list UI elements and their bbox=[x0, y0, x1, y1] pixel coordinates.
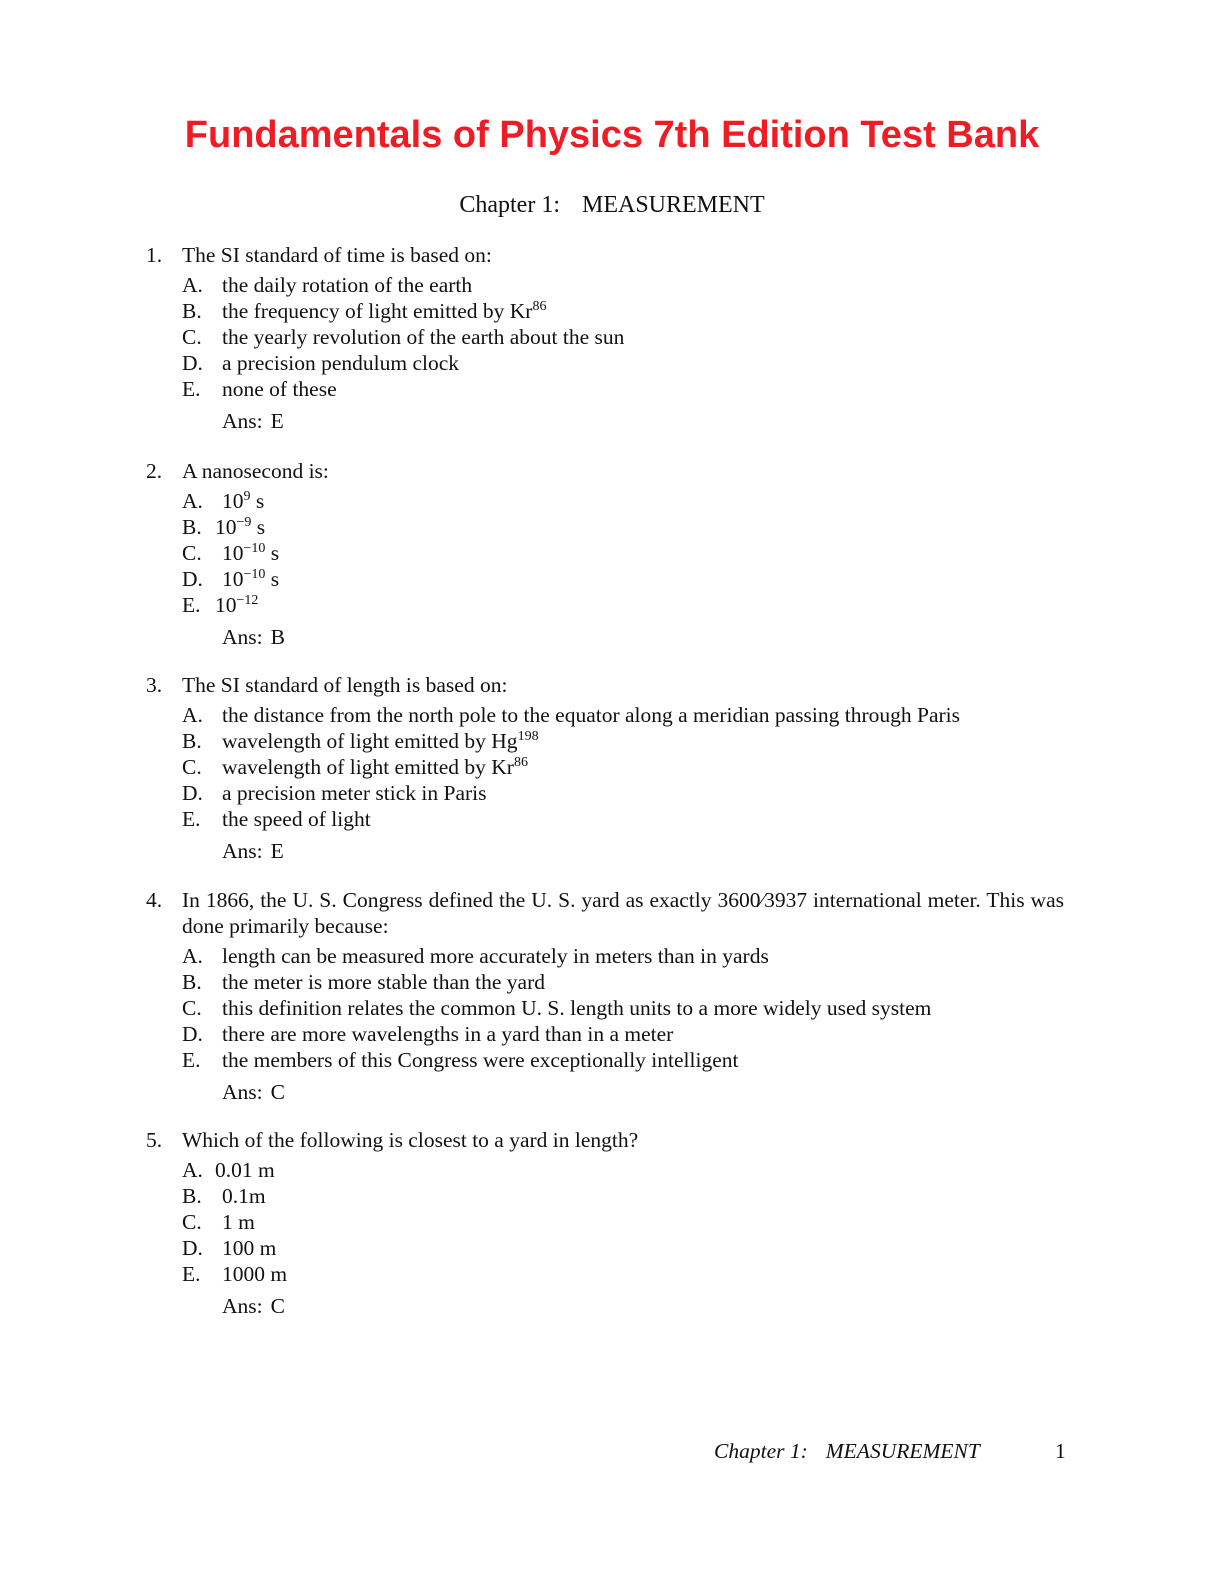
option-d bbox=[182, 350, 1064, 376]
option-letter: B. bbox=[182, 299, 202, 323]
question-stem bbox=[146, 672, 1064, 698]
answer-value: C bbox=[270, 1080, 285, 1104]
option-letter: A. bbox=[182, 944, 203, 968]
footer-chapter-label: Chapter 1: bbox=[714, 1439, 808, 1463]
option-base: 10 bbox=[215, 593, 237, 617]
question-number: 2. bbox=[146, 459, 163, 483]
answer-label: Ans: bbox=[222, 625, 263, 649]
option-b bbox=[182, 298, 1064, 324]
answer bbox=[146, 838, 1064, 864]
question-text: Which of the following is closest to a yard in length? bbox=[182, 1128, 639, 1152]
option-text: this definition relates the common U. S. length units to a more widely used system bbox=[222, 996, 932, 1020]
option-text: there are more wavelengths in a yard than in a meter bbox=[222, 1022, 674, 1046]
option-c bbox=[182, 540, 1064, 566]
option-letter: C. bbox=[182, 541, 202, 565]
option-e bbox=[182, 1261, 1064, 1287]
chapter-heading bbox=[0, 190, 1224, 220]
option-e bbox=[182, 1047, 1064, 1073]
option-superscript: 86 bbox=[513, 755, 528, 770]
option-text: wavelength of light emitted by Hg bbox=[222, 729, 518, 753]
option-superscript: 86 bbox=[532, 299, 547, 314]
option-c bbox=[182, 1209, 1064, 1235]
option-d bbox=[182, 780, 1064, 806]
option-letter: B. bbox=[182, 1184, 202, 1208]
question-2 bbox=[146, 458, 1064, 650]
option-letter: C. bbox=[182, 996, 202, 1020]
options-list bbox=[146, 488, 1064, 618]
option-a bbox=[182, 943, 1064, 969]
options-list bbox=[146, 702, 1064, 832]
option-letter: D. bbox=[182, 1022, 203, 1046]
option-letter: E. bbox=[182, 807, 201, 831]
answer-label: Ans: bbox=[222, 409, 263, 433]
option-text: the members of this Congress were exceptionally intelligent bbox=[222, 1048, 739, 1072]
question-stem bbox=[146, 887, 1064, 939]
option-letter: E. bbox=[182, 377, 201, 401]
options-list bbox=[146, 1157, 1064, 1287]
option-exponent: −10 bbox=[243, 567, 266, 582]
page-footer bbox=[714, 1437, 980, 1465]
option-letter: D. bbox=[182, 567, 203, 591]
question-3 bbox=[146, 672, 1064, 864]
question-text: In 1866, the U. S. Congress defined the U. S. yard as exactly 3600⁄3937 international meter. This was done primarily because: bbox=[182, 888, 1064, 938]
option-exponent: −12 bbox=[236, 593, 259, 608]
option-b bbox=[182, 969, 1064, 995]
option-letter: D. bbox=[182, 1236, 203, 1260]
option-letter: D. bbox=[182, 781, 203, 805]
option-letter: C. bbox=[182, 755, 202, 779]
option-unit: s bbox=[250, 489, 265, 513]
option-exponent: −9 bbox=[236, 515, 252, 530]
footer-chapter-name: MEASUREMENT bbox=[825, 1439, 980, 1463]
option-letter: E. bbox=[182, 1262, 201, 1286]
option-letter: E. bbox=[182, 1048, 201, 1072]
page-number: 1 bbox=[1055, 1439, 1066, 1463]
option-letter: B. bbox=[182, 515, 202, 539]
question-text: The SI standard of length is based on: bbox=[182, 673, 508, 697]
option-e bbox=[182, 376, 1064, 402]
option-unit: s bbox=[251, 515, 266, 539]
answer bbox=[146, 624, 1064, 650]
question-number: 3. bbox=[146, 673, 163, 697]
answer bbox=[146, 408, 1064, 434]
option-text: 100 m bbox=[222, 1236, 277, 1260]
option-a bbox=[182, 702, 1064, 728]
option-b bbox=[182, 514, 1064, 540]
question-text: The SI standard of time is based on: bbox=[182, 243, 492, 267]
option-text: the daily rotation of the earth bbox=[222, 273, 473, 297]
question-5 bbox=[146, 1127, 1064, 1319]
answer bbox=[146, 1293, 1064, 1319]
question-stem bbox=[146, 458, 1064, 484]
option-base: 10 bbox=[222, 541, 244, 565]
option-exponent: −10 bbox=[243, 541, 266, 556]
option-unit: s bbox=[265, 541, 280, 565]
option-a bbox=[182, 488, 1064, 514]
option-d bbox=[182, 566, 1064, 592]
option-text: the distance from the north pole to the equator along a meridian passing through Paris bbox=[222, 703, 960, 727]
page-title: Fundamentals of Physics 7th Edition Test Bank bbox=[184, 114, 1040, 156]
answer-value: B bbox=[270, 625, 285, 649]
option-c bbox=[182, 324, 1064, 350]
question-number: 5. bbox=[146, 1128, 163, 1152]
option-letter: B. bbox=[182, 729, 202, 753]
option-text: a precision meter stick in Paris bbox=[222, 781, 487, 805]
answer bbox=[146, 1079, 1064, 1105]
answer-label: Ans: bbox=[222, 839, 263, 863]
answer-value: E bbox=[270, 409, 284, 433]
options-list bbox=[146, 943, 1064, 1073]
chapter-label: Chapter 1: bbox=[459, 192, 560, 218]
option-c bbox=[182, 995, 1064, 1021]
option-letter: C. bbox=[182, 325, 202, 349]
option-base: 10 bbox=[215, 515, 237, 539]
question-number: 1. bbox=[146, 243, 163, 267]
question-4 bbox=[146, 887, 1064, 1105]
option-text: the meter is more stable than the yard bbox=[222, 970, 545, 994]
option-superscript: 198 bbox=[517, 729, 539, 744]
option-a bbox=[182, 272, 1064, 298]
option-base: 10 bbox=[222, 489, 244, 513]
option-b bbox=[182, 1183, 1064, 1209]
option-letter: C. bbox=[182, 1210, 202, 1234]
option-letter: A. bbox=[182, 703, 203, 727]
option-text: length can be measured more accurately in meters than in yards bbox=[222, 944, 769, 968]
answer-label: Ans: bbox=[222, 1294, 263, 1318]
chapter-name: MEASUREMENT bbox=[581, 192, 765, 218]
option-e bbox=[182, 806, 1064, 832]
option-d bbox=[182, 1235, 1064, 1261]
option-text: a precision pendulum clock bbox=[222, 351, 460, 375]
option-text: 1000 m bbox=[222, 1262, 288, 1286]
option-base: 10 bbox=[222, 567, 244, 591]
option-letter: E. bbox=[182, 593, 201, 617]
option-text: wavelength of light emitted by Kr bbox=[222, 755, 514, 779]
answer-value: E bbox=[270, 839, 284, 863]
question-number: 4. bbox=[146, 888, 163, 912]
option-letter: A. bbox=[182, 489, 203, 513]
option-letter: A. bbox=[182, 273, 203, 297]
question-stem bbox=[146, 242, 1064, 268]
option-e bbox=[182, 592, 1064, 618]
option-text: none of these bbox=[222, 377, 337, 401]
option-exponent: 9 bbox=[243, 489, 251, 504]
option-text: the yearly revolution of the earth about the sun bbox=[222, 325, 625, 349]
option-c bbox=[182, 754, 1064, 780]
options-list bbox=[146, 272, 1064, 402]
option-text: 0.1m bbox=[222, 1184, 266, 1208]
question-text: A nanosecond is: bbox=[182, 459, 329, 483]
answer-value: C bbox=[270, 1294, 285, 1318]
option-unit: s bbox=[265, 567, 280, 591]
option-text: 1 m bbox=[222, 1210, 255, 1234]
option-text: the frequency of light emitted by Kr bbox=[222, 299, 533, 323]
option-a bbox=[182, 1157, 1064, 1183]
option-letter: B. bbox=[182, 970, 202, 994]
option-text: 0.01 m bbox=[215, 1158, 275, 1182]
question-1 bbox=[146, 242, 1064, 434]
question-stem bbox=[146, 1127, 1064, 1153]
option-text: the speed of light bbox=[222, 807, 371, 831]
option-b bbox=[182, 728, 1064, 754]
option-letter: A. bbox=[182, 1158, 203, 1182]
answer-label: Ans: bbox=[222, 1080, 263, 1104]
option-letter: D. bbox=[182, 351, 203, 375]
option-d bbox=[182, 1021, 1064, 1047]
